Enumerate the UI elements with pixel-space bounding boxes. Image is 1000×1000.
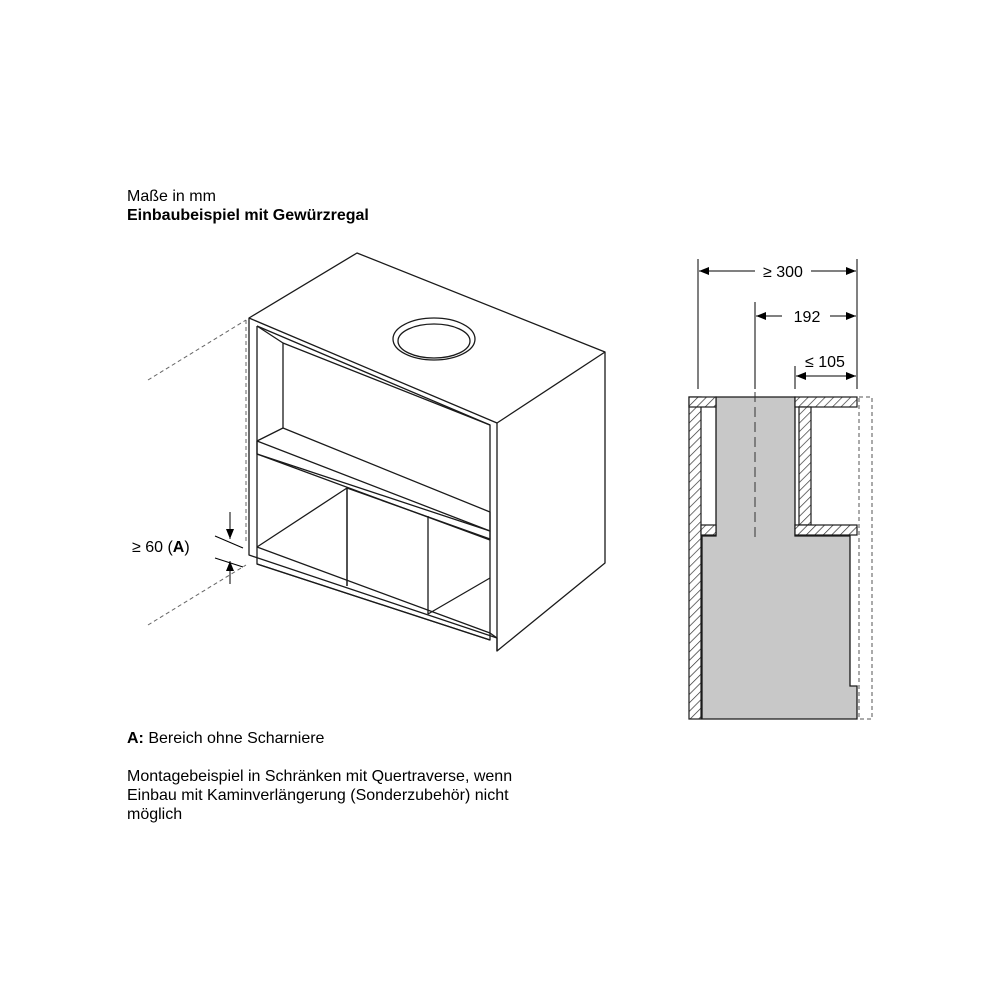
front-post [799,407,811,525]
legend-a: A: Bereich ohne Scharniere [127,730,325,747]
door-outline [859,397,872,719]
offset-label: 192 [793,309,821,326]
units-label: Maße in mm [127,188,216,205]
rear-wall [689,397,701,719]
top-board-left [689,397,716,407]
note-line-1: Montagebeispiel in Schränken mit Quertraverse, wenn [127,768,513,785]
top-board-front [795,397,857,407]
depth-label: ≥ 300 [763,264,803,281]
note-line-2: Einbau mit Kaminverlängerung (Sonderzubehör) nicht [127,787,509,804]
traverse-left [701,525,716,535]
front-label: ≤ 105 [805,354,845,371]
cabinet-outline [249,253,605,651]
projection-lines [148,320,246,625]
drawing-title: Einbaubeispiel mit Gewürzregal [127,207,369,224]
note-line-3: möglich [127,806,183,823]
appliance-body [702,397,857,719]
cabinet-isometric [249,253,605,651]
hinge-gap-dimension [215,512,243,584]
traverse-front [795,525,857,535]
hinge-gap-label: ≥ 60 (A) [132,539,190,556]
